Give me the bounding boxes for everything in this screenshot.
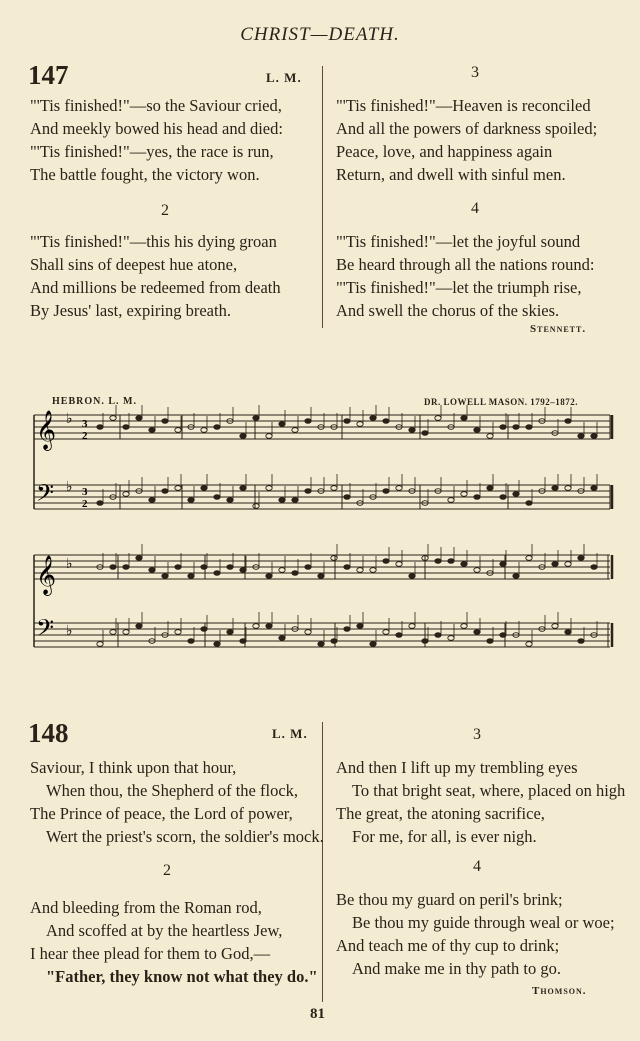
notehead (201, 486, 207, 491)
notehead (292, 498, 298, 503)
stanza-line: The battle fought, the victory won. (30, 165, 260, 184)
notehead (487, 639, 493, 644)
notehead (279, 636, 285, 641)
notehead (175, 630, 181, 635)
stanza-line: Be thou my guide through weal or woe; (352, 913, 615, 932)
stanza-line: "'Tis finished!"—Heaven is reconciled (336, 96, 591, 115)
notehead (591, 486, 597, 491)
hymn-author: Stennett. (530, 323, 587, 335)
notehead (227, 498, 233, 503)
notehead (500, 633, 506, 638)
notehead (344, 565, 350, 570)
notehead (474, 428, 480, 433)
notehead (266, 624, 272, 629)
stanza-line: The Prince of peace, the Lord of power, (30, 804, 293, 823)
notehead (123, 565, 129, 570)
stanza-number: 4 (471, 200, 479, 217)
stanza-line: Be thou my guard on peril's brink; (336, 890, 563, 909)
notehead (149, 568, 155, 573)
stanza-line: "'Tis finished!"—this his dying groan (30, 232, 277, 251)
notehead (487, 486, 493, 491)
stanza-line: The great, the atoning sacrifice, (336, 804, 545, 823)
stanza-line: When thou, the Shepherd of the flock, (46, 781, 299, 800)
notehead (149, 498, 155, 503)
stanza-line: "Father, they know not what they do." (46, 967, 318, 986)
stanza-4 (336, 888, 615, 980)
tune-composer: DR. LOWELL MASON. 1792–1872. (424, 397, 579, 407)
notehead (266, 574, 272, 579)
notehead (240, 434, 246, 439)
notehead (448, 498, 454, 503)
stanza-line: I hear thee plead for them to God,— (30, 944, 271, 963)
stanza-line: And millions be redeemed from death (30, 278, 281, 297)
notehead (435, 633, 441, 638)
stanza-number: 3 (471, 64, 479, 81)
stanza-line: Return, and dwell with sinful men. (336, 165, 566, 184)
stanza-line: "'Tis finished!"—let the joyful sound (336, 232, 581, 251)
notehead (370, 642, 376, 647)
notehead (513, 574, 519, 579)
hymn-meter: L. M. (266, 70, 302, 85)
stanza-line: "'Tis finished!"—yes, the race is run, (30, 142, 274, 161)
stanza-line: And make me in thy path to go. (352, 959, 561, 978)
notehead (526, 425, 532, 430)
notehead (214, 425, 220, 430)
notehead (500, 425, 506, 430)
notehead (305, 565, 311, 570)
notehead (110, 565, 116, 570)
notehead (240, 568, 246, 573)
notehead (110, 630, 116, 635)
notehead (513, 492, 519, 497)
stanza-line: And teach me of thy cup to drink; (336, 936, 560, 955)
stanza-1 (30, 94, 283, 186)
notehead (526, 642, 532, 647)
notehead (526, 501, 532, 506)
notehead (266, 486, 272, 491)
notehead (305, 419, 311, 424)
notehead (162, 574, 168, 579)
notehead (279, 422, 285, 427)
notehead (175, 565, 181, 570)
notehead (292, 428, 298, 433)
notehead (552, 624, 558, 629)
notehead (357, 568, 363, 573)
flat-icon: ♭ (66, 557, 73, 572)
notehead (578, 639, 584, 644)
notehead (149, 428, 155, 433)
music-score (30, 405, 615, 670)
notehead (422, 639, 428, 644)
notehead (136, 416, 142, 421)
notehead (240, 639, 246, 644)
notehead (461, 562, 467, 567)
notehead (214, 495, 220, 500)
notehead (123, 425, 129, 430)
notehead (396, 486, 402, 491)
stanza-line: Shall sins of deepest hue atone, (30, 255, 238, 274)
stanza-1 (30, 756, 324, 848)
notehead (370, 568, 376, 573)
notehead (461, 416, 467, 421)
notehead (591, 565, 597, 570)
notehead (188, 498, 194, 503)
stanza-line: And bleeding from the Roman rod, (30, 898, 262, 917)
notehead (474, 495, 480, 500)
notehead (565, 486, 571, 491)
notehead (409, 574, 415, 579)
notehead (305, 489, 311, 494)
stanza-number: 2 (163, 862, 171, 879)
notehead (474, 630, 480, 635)
notehead (565, 630, 571, 635)
notehead (266, 434, 272, 439)
notehead (500, 495, 506, 500)
notehead (240, 486, 246, 491)
time-signature: 3 (82, 486, 88, 498)
notehead (201, 627, 207, 632)
stanza-line: And scoffed at by the heartless Jew, (46, 921, 283, 940)
stanza-number: 3 (473, 726, 481, 743)
notehead (461, 492, 467, 497)
time-signature: 2 (82, 498, 88, 510)
notehead (461, 624, 467, 629)
notehead (97, 425, 103, 430)
notehead (565, 562, 571, 567)
flat-icon: ♭ (66, 412, 73, 427)
notehead (513, 425, 519, 430)
hymn-number: 148 (28, 718, 69, 748)
notehead (448, 559, 454, 564)
notehead (331, 639, 337, 644)
notehead (474, 568, 480, 573)
notehead (214, 642, 220, 647)
stanza-line: "'Tis finished!"—so the Saviour cried, (30, 96, 282, 115)
stanza-line: Wert the priest's scorn, the soldier's mock. (46, 827, 324, 846)
time-signature: 2 (82, 430, 88, 442)
stanza-4 (336, 230, 594, 322)
notehead (435, 416, 441, 421)
hymn-author: Thomson. (532, 985, 587, 997)
page-title: CHRIST—DEATH. (240, 24, 400, 45)
bass-clef-icon: 𝄢 (36, 614, 55, 647)
notehead (383, 489, 389, 494)
notehead (292, 571, 298, 576)
treble-clef-icon: 𝄞 (36, 410, 57, 450)
notehead (253, 624, 259, 629)
notehead (253, 416, 259, 421)
stanza-line: By Jesus' last, expiring breath. (30, 301, 231, 320)
notehead (97, 642, 103, 647)
stanza-line: And meekly bowed his head and died: (30, 119, 283, 138)
notehead (123, 492, 129, 497)
hymn-number: 147 (28, 60, 69, 90)
flat-icon: ♭ (66, 624, 73, 639)
notehead (188, 639, 194, 644)
notehead (435, 559, 441, 564)
notehead (162, 489, 168, 494)
notehead (253, 504, 259, 509)
notehead (578, 434, 584, 439)
notehead (370, 416, 376, 421)
notehead (344, 627, 350, 632)
bass-clef-icon: 𝄢 (36, 479, 55, 512)
flat-icon: ♭ (66, 480, 73, 495)
stanza-line: And swell the chorus of the skies. (336, 301, 560, 320)
notehead (448, 636, 454, 641)
stanza-line: Be heard through all the nations round: (336, 255, 595, 274)
stanza-3 (336, 756, 625, 848)
notehead (422, 431, 428, 436)
notehead (279, 568, 285, 573)
stanza-line: "'Tis finished!"—let the triumph rise, (336, 278, 582, 297)
notehead (279, 498, 285, 503)
notehead (409, 624, 415, 629)
tune-name: HEBRON. L. M. (52, 396, 137, 407)
notehead (526, 556, 532, 561)
notehead (487, 434, 493, 439)
notehead (175, 428, 181, 433)
notehead (201, 565, 207, 570)
treble-clef-icon: 𝄞 (36, 555, 57, 595)
notehead (201, 428, 207, 433)
page-number: 81 (310, 1006, 325, 1022)
stanza-line: For me, for all, is ever nigh. (352, 827, 537, 846)
stanza-2 (30, 230, 281, 322)
notehead (578, 556, 584, 561)
notehead (357, 422, 363, 427)
notehead (331, 556, 337, 561)
notehead (110, 416, 116, 421)
notehead (123, 630, 129, 635)
notehead (344, 495, 350, 500)
notehead (136, 624, 142, 629)
notehead (552, 486, 558, 491)
notehead (136, 556, 142, 561)
stanza-line: And then I lift up my trembling eyes (336, 758, 578, 777)
stanza-2 (30, 896, 318, 988)
notehead (227, 630, 233, 635)
notehead (383, 419, 389, 424)
stanza-line: Peace, love, and happiness again (336, 142, 553, 161)
notehead (552, 562, 558, 567)
notehead (175, 486, 181, 491)
notehead (318, 574, 324, 579)
stanza-number: 2 (161, 202, 169, 219)
hymn-meter: L. M. (272, 726, 308, 741)
stanza-number: 4 (473, 858, 481, 875)
stanza-3 (336, 94, 597, 186)
notehead (396, 633, 402, 638)
notehead (162, 419, 168, 424)
notehead (318, 642, 324, 647)
notehead (383, 630, 389, 635)
stanza-line: Saviour, I think upon that hour, (30, 758, 237, 777)
notehead (565, 419, 571, 424)
notehead (97, 501, 103, 506)
notehead (305, 630, 311, 635)
stanza-line: To that bright seat, where, placed on high (352, 781, 626, 800)
notehead (188, 574, 194, 579)
notehead (500, 562, 506, 567)
notehead (331, 486, 337, 491)
time-signature: 3 (82, 418, 88, 430)
notehead (357, 624, 363, 629)
notehead (396, 562, 402, 567)
notehead (214, 571, 220, 576)
column-divider (322, 66, 323, 328)
notehead (591, 434, 597, 439)
notehead (383, 559, 389, 564)
notehead (227, 565, 233, 570)
stanza-line: And all the powers of darkness spoiled; (336, 119, 598, 138)
notehead (409, 428, 415, 433)
notehead (344, 419, 350, 424)
